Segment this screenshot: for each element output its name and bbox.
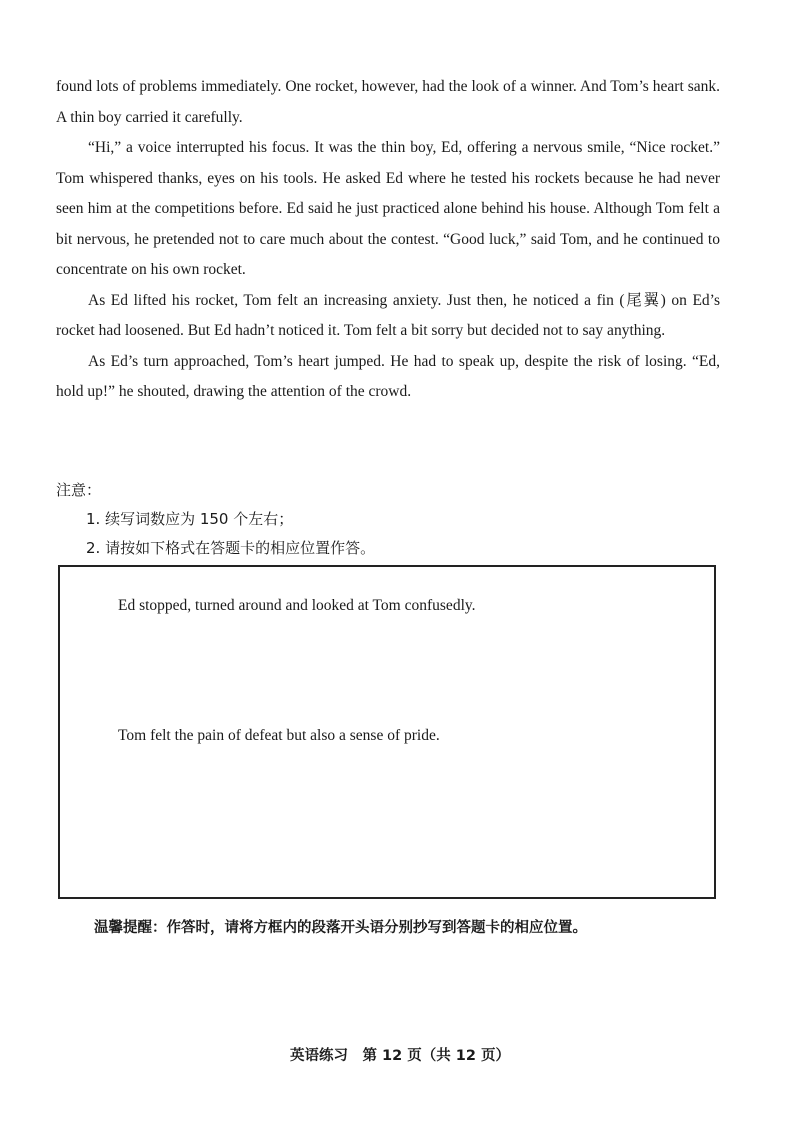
notice-section — [56, 476, 720, 563]
reading-passage — [56, 72, 720, 408]
passage-paragraph-2: “Hi,” a voice interrupted his focus. It was the thin boy, Ed, offering a nervous smile, “Nice rocket.” Tom whispered thanks, eyes on his tools. He asked Ed where he tested his rockets because he had never seen him at the competitions before. Ed said he just practiced alone behind his house. Although Tom felt a bit nervous, he pretended not to care much about the contest. “Good luck,” said Tom, and he continued to concentrate on his own rocket. — [56, 139, 720, 278]
opening-sentence-2: Tom felt the pain of defeat but also a sense of pride. — [118, 727, 440, 744]
passage-paragraph-1: found lots of problems immediately. One rocket, however, had the look of a winner. And Tom’s heart sank. A thin boy carried it carefully. — [56, 78, 720, 126]
notice-item-word-count: 1. 续写词数应为 150 个左右； — [86, 510, 294, 528]
passage-paragraph-4: As Ed’s turn approached, Tom’s heart jumped. He had to speak up, despite the risk of losing. “Ed, hold up!” he shouted, drawing the attention of the crowd. — [56, 352, 720, 400]
answer-box — [58, 565, 716, 899]
opening-sentence-1: Ed stopped, turned around and looked at Tom confusedly. — [118, 597, 476, 614]
notice-title: 注意： — [56, 481, 102, 499]
page-footer: 英语练习 第 12 页（共 12 页） — [289, 1048, 511, 1064]
notice-item-format: 2. 请按如下格式在答题卡的相应位置作答。 — [86, 539, 376, 557]
reminder-note: 温馨提醒：作答时，请将方框内的段落开头语分别抄写到答题卡的相应位置。 — [94, 920, 587, 936]
passage-paragraph-3: As Ed lifted his rocket, Tom felt an increasing anxiety. Just then, he noticed a fin (尾翼) on Ed’s rocket had loosened. But Ed hadn’t noticed it. Tom felt a bit sorry but decided not to say anything. — [56, 291, 720, 339]
